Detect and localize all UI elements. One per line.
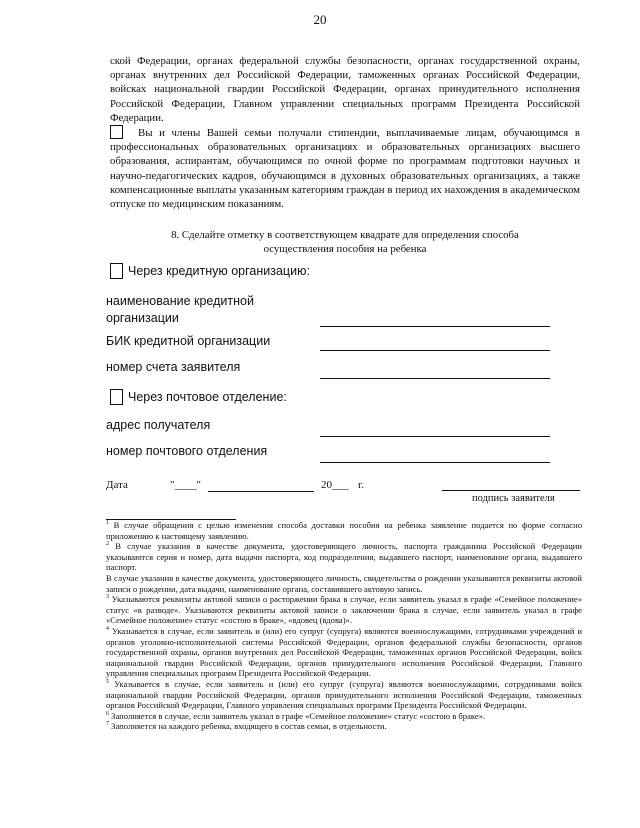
footnote-3-number: 3 <box>106 594 109 601</box>
footnote-2-text: В случае указания в качестве документа, удостоверяющего личность, паспорта гражданина Российской Федерации указываются серия и номер, дата выдачи паспорта, код подразделения, выдавшего паспорт, наименование органа, выдавшего паспорт. <box>106 541 582 573</box>
footnote-4-text: Указывается в случае, если заявитель и (или) его супруг (супруга) являются военнослужащими, сотрудниками учреждений и органов уголовно-исполнительной системы Российской Федерации, органов федеральной службы безопасности, органов государственной охраны, органов внутренних дел Российской Федерации, таможенных органов Российской Федерации, войск национальной гвардии Российской Федерации, органов принудительного исполнения Российской Федерации, Главного управления специальных программ Президента Российской Федерации. <box>106 625 582 679</box>
post-office-field[interactable] <box>320 462 550 463</box>
bank-name-label <box>106 293 254 327</box>
date-quote-open: " <box>170 479 175 491</box>
footnote-4 <box>106 626 582 679</box>
bank-name-field[interactable] <box>320 326 550 327</box>
post-option-label: Через почтовое отделение: <box>128 390 287 404</box>
bank-name-label-line2: организации <box>106 311 179 325</box>
footnote-3 <box>106 594 582 626</box>
date-quote-close: " <box>196 479 201 491</box>
section-8-heading-line2: осуществления пособия на ребенка <box>263 243 427 255</box>
signature-caption: подпись заявителя <box>472 493 555 504</box>
footnote-2 <box>106 541 582 573</box>
bank-option-checkbox[interactable] <box>110 263 123 279</box>
footnote-5 <box>106 679 582 711</box>
stipend-paragraph: Вы и члены Вашей семьи получали стипендии, выплачиваемые лицам, обучающимся в профессиональных образовательных организациях и образовательных организациях высшего образования, аспирантам, обучающимся по очной форме по программам подготовки научных и научно-педагогических кадров, обучающимся в духовных образовательных организациях, а также компенсационные выплаты указанным категориям граждан в период их нахождения в академическом отпуске по медицинским показаниям. <box>110 127 580 211</box>
address-field[interactable] <box>320 436 550 437</box>
footnote-7 <box>106 721 582 732</box>
footnotes <box>106 520 582 732</box>
date-month-field[interactable] <box>208 491 314 492</box>
footnote-4-number: 4 <box>106 626 109 633</box>
date-day-blank[interactable]: ____ <box>174 479 197 491</box>
footnote-1 <box>106 520 582 541</box>
footnote-1-text: В случае обращения с целью изменения способа доставки пособия на ребенка заявление подается по форме согласно приложению к настоящему заявлению. <box>106 520 582 541</box>
footnote-2b-text: В случае указания в качестве документа, удостоверяющего личность, свидетельства о рождении указываются реквизиты актовой записи о рождении, дата выдачи, наименование органа, составившего актовую запись. <box>106 572 582 594</box>
footnote-7-text: Заполняется на каждого ребенка, входящего в состав семьи, в отдельности. <box>111 721 387 732</box>
address-label: адрес получателя <box>106 418 211 432</box>
account-field[interactable] <box>320 378 550 379</box>
footnote-6-number: 6 <box>106 710 109 717</box>
year-blank[interactable]: ___ <box>332 479 349 491</box>
date-label: Дата <box>106 479 128 491</box>
footnote-6 <box>106 711 582 722</box>
account-label: номер счета заявителя <box>106 360 241 374</box>
year-suffix: г. <box>358 479 365 491</box>
footnote-2-number: 2 <box>106 541 109 548</box>
footnote-1-number: 1 <box>106 520 109 527</box>
footnote-5-text: Указывается в случае, если заявитель и (или) его супруг (супруга) являются военнослужащими, сотрудниками войск национальной гвардии Российской Федерации, органов принудительного исполнения Российской Федерации, таможенных органов Российской Федерации, Главного управления специальных программ Президента Российской Федерации. <box>106 678 582 711</box>
date-year[interactable] <box>321 479 349 491</box>
bank-name-label-line1: наименование кредитной <box>106 294 254 308</box>
bank-option-label: Через кредитную организацию: <box>128 264 310 278</box>
signature-field[interactable] <box>442 490 580 491</box>
section-8-heading <box>110 228 580 256</box>
footnote-3-text: Указываются реквизиты актовой записи о расторжении брака в случае, если заявитель указал в графе «Семейное положение» статус «в разводе». Указываются реквизиты актовой записи о заключении брака в случае, если заявитель указал в графе «Семейное положение» статус «состою в браке», «вдовец (вдова)». <box>106 594 582 626</box>
post-office-label: номер почтового отделения <box>106 444 268 458</box>
footnote-5-number: 5 <box>106 679 109 686</box>
bik-label: БИК кредитной организации <box>106 334 271 348</box>
bik-field[interactable] <box>320 350 550 351</box>
footnote-6-text: Заполняется в случае, если заявитель указал в графе «Семейное положение» статус «состою в браке». <box>111 710 486 721</box>
date-day[interactable] <box>170 479 201 491</box>
footnote-2-continued <box>106 573 582 594</box>
page-number: 20 <box>313 12 327 27</box>
section-8-heading-line1: 8. Сделайте отметку в соответствующем квадрате для определения способа <box>171 229 519 241</box>
year-prefix: 20 <box>321 479 332 491</box>
post-option-checkbox[interactable] <box>110 389 123 405</box>
continued-paragraph: ской Федерации, органах федеральной службы безопасности, органах государственной охраны, органах внутренних дел Российской Федерации, таможенных органах Российской Федерации, войсках национальной гвардии Российской Федерации, органах принудительного исполнения Российской Федерации, Главном управлении специальных программ Президента Российской Федерации. <box>110 55 580 124</box>
footnote-7-number: 7 <box>106 721 109 728</box>
